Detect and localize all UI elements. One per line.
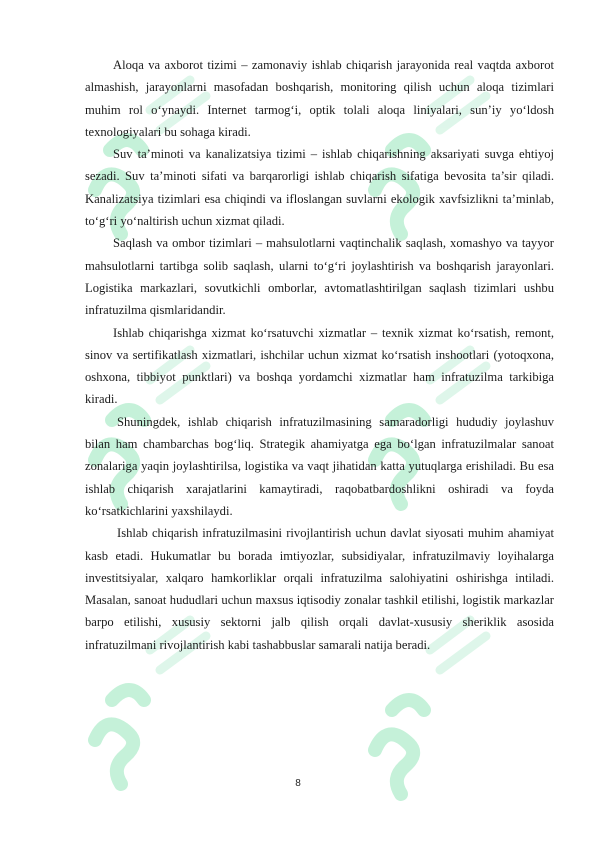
paragraph: Shuningdek, ishlab chiqarish infratuzilmasining samaradorligi hududiy joylashuv bilan ham chambarchas bog‘liq. Strategik ahamiyatga ega bo‘lgan infratuzilmalar sanoat zonalariga yaqin joylashtirilsa, logistika va vaqt jihatidan katta yutuqlarga erishiladi. Bu esa ishlab chiqarish xarajatlarini kamaytiradi, raqobatbardoshlikni oshiradi va foyda ko‘rsatkichlarini yaxshilaydi.	[85, 414, 554, 518]
paragraph: Ishlab chiqarishga xizmat ko‘rsatuvchi xizmatlar – texnik xizmat ko‘rsatish, remont, sinov va sertifikatlash xizmatlari, ishchilar uchun xizmat ko‘rsatish inshootlari (yotoqxona, oshxona, tibbiyot punktlari) va boshqa yordamchi xizmatlar ham infratuzilma tarkibiga kiradi.	[85, 325, 554, 407]
paragraph: Suv ta’minoti va kanalizatsiya tizimi – ishlab chiqarishning aksariyati suvga ehtiyoj sezadi. Suv ta’minoti sifati va barqarorligi ishlab chiqarish sifatiga bevosita ta’sir qiladi. Kanalizatsiya tizimlari esa chiqindi va ifloslangan suvlarni ekologik xavfsizlikni ta’minlab, to‘g‘ri yo‘naltirish uchun xizmat qiladi.	[85, 147, 554, 229]
scroll-logo-watermark-icon	[95, 690, 144, 784]
paragraph: Ishlab chiqarish infratuzilmasini rivojlantirish uchun davlat siyosati muhim ahamiyat kasb etadi. Hukumatlar bu borada imtiyozlar, subsidiyalar, infratuzilmaviy loyihalarga investitsiyalar, xalqaro hamkorliklar orqali infratuzilma salohiyatini oshirishga intiladi. Masalan, sanoat hududlari uchun maxsus iqtisodiy zonalar tashkil etilishi, logistik markazlar barpo etilishi, xususiy sektorni jalb qilish orqali davlat-xususiy sheriklik asosida infratuzilmani rivojlantirish kabi tashabbuslar samarali natija beradi.	[85, 526, 554, 652]
body-text	[85, 54, 554, 656]
paragraph: Saqlash va ombor tizimlari – mahsulotlarni vaqtinchalik saqlash, xomashyo va tayyor mahsulotlarni tartibga solib saqlash, ularni to‘g‘ri joylashtirish va boshqarish jarayonlari. Logistika markazlari, sovutkichli omborlar, avtomatlashtirilgan saqlash tizimlari ushbu infratuzilma qismlaridandir.	[85, 236, 554, 318]
page-number: 8	[295, 778, 301, 789]
paragraph: Aloqa va axborot tizimi – zamonaviy ishlab chiqarish jarayonida real vaqtda axborot almashish, jarayonlarni masofadan boshqarish, monitoring qilish uchun aloqa tizimlari muhim rol o‘ynaydi. Internet tarmog‘i, optik tolali aloqa liniyalari, sun’iy yo‘ldosh texnologiyalari bu sohaga kiradi.	[85, 58, 554, 139]
